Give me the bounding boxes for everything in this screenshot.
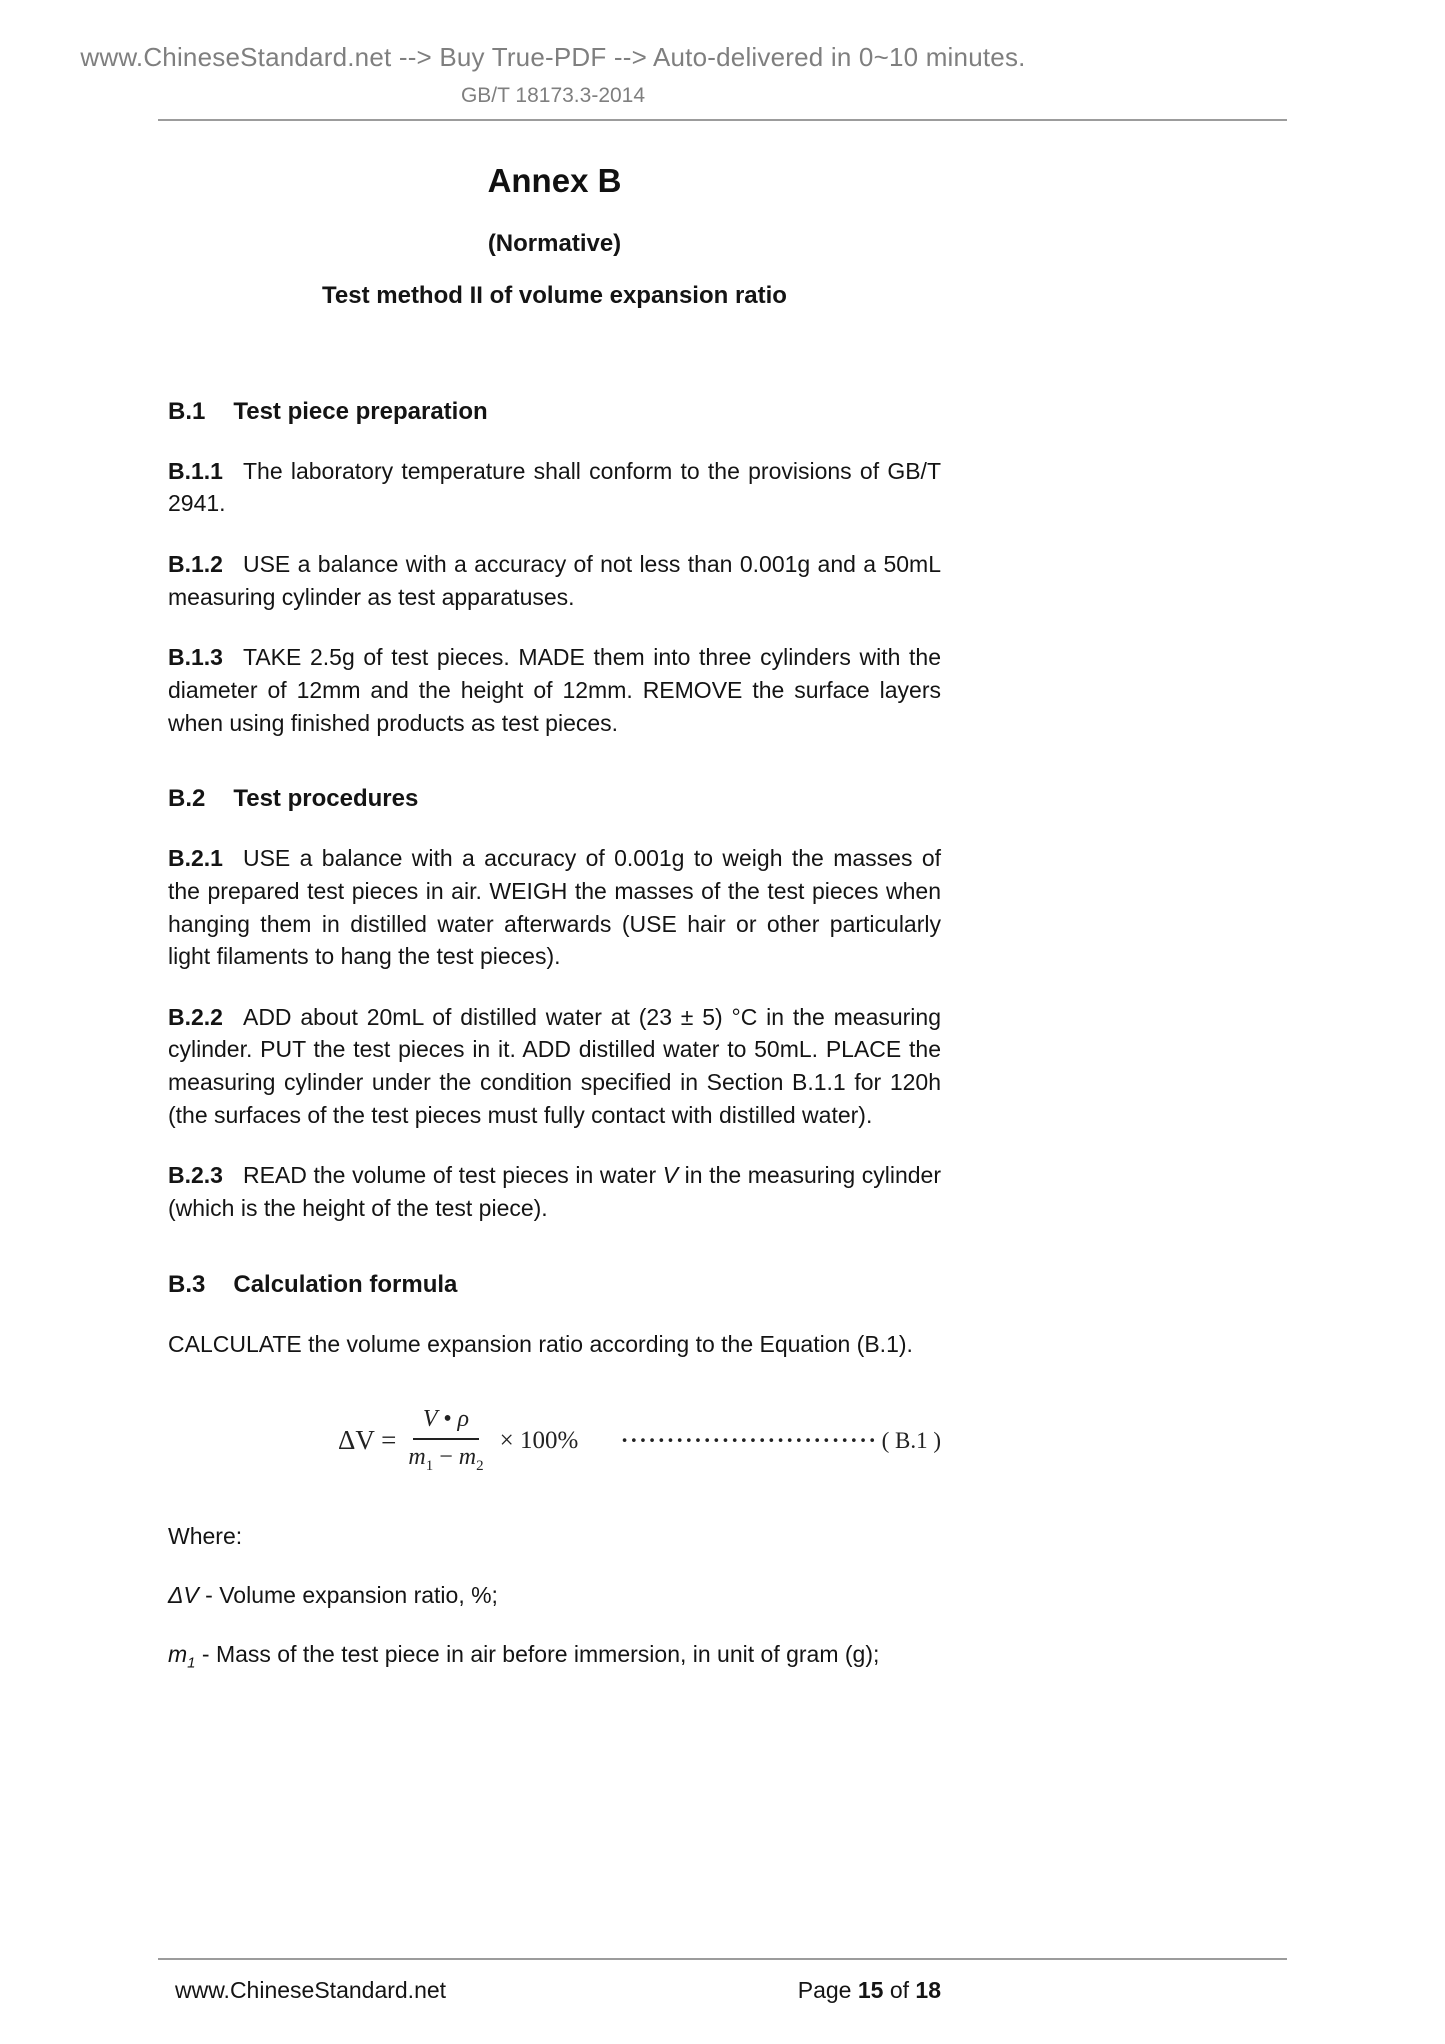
section-heading-b3 [168,1271,941,1300]
clause-text-b2-3-after: in the measuring cylinder (which is the height of the test piece). [168,1162,941,1222]
equation-fraction [408,1406,483,1475]
footer-page-of: of [889,1977,910,2003]
paragraph-b1-2 [168,548,941,613]
section-heading-b2 [168,785,941,814]
header-promo-text: www.ChineseStandard.net --> Buy True-PDF --> Auto-delivered in 0~10 minutes. [80,42,1026,72]
section-number-b2: B.2 [168,785,206,813]
where-text-delta-v: - Volume expansion ratio, %; [198,1582,498,1608]
leader-dots: ···························· [620,1427,878,1453]
equation-expression [338,1406,578,1475]
denominator-m2: m [458,1444,477,1471]
annex-normative-label: (Normative) [487,230,622,257]
footer-page-label: Page [797,1977,852,2003]
equation-lhs [338,1425,396,1456]
equation-leader [621,1428,941,1454]
denominator-m1: m [408,1444,426,1471]
paragraph-b2-1 [168,842,941,973]
where-text-m1: - Mass of the test piece in air before immersion, in unit of gram (g); [195,1641,880,1667]
denominator-sub2: 2 [476,1458,484,1474]
clause-text-b1-1: The laboratory temperature shall conform to the provisions of GB/T 2941. [168,457,941,517]
footer-page-indicator [798,1977,941,2004]
section-heading-b1 [168,398,941,427]
paragraph-b2-2 [168,1001,941,1132]
footer-page-total: 18 [915,1977,941,2003]
clause-variable-v: V [662,1162,679,1189]
where-symbol-m: m [168,1641,188,1667]
clause-number-b1-2: B.1.2 [168,551,223,578]
equation-numerator: V • ρ [413,1406,479,1440]
clause-text-b1-3: TAKE 2.5g of test pieces. MADE them into three cylinders with the diameter of 12mm and the height of 12mm. REMOVE the surface layers when using finished products as test pieces. [168,644,941,736]
where-symbol-m-sub: 1 [187,1654,196,1672]
page-header [0,42,1106,108]
section-number-b3: B.3 [168,1270,206,1298]
paragraph-calc-intro: CALCULATE the volume expansion ratio according to the Equation (B.1). [168,1330,913,1357]
document-body [168,142,941,1672]
equation-denominator [408,1440,483,1475]
footer-site-link: www.ChineseStandard.net [175,1977,447,2003]
footer-divider [158,1958,1287,1960]
clause-number-b2-3: B.2.3 [168,1162,223,1189]
clause-number-b1-1: B.1.1 [168,457,223,484]
header-doc-number: GB/T 18173.3-2014 [460,84,646,107]
denominator-sub1: 1 [425,1458,434,1474]
clause-text-b2-1: USE a balance with a accuracy of 0.001g to weigh the masses of the prepared test pieces in air. WEIGH the masses of the test pieces when hanging them in distilled water afterwards (USE hair or other particularly light filaments to hang the test pieces). [168,845,941,970]
equals-sign: = [381,1425,397,1456]
section-title-b3: Calculation formula [233,1270,458,1298]
where-symbol-delta-v: ΔV [168,1582,199,1608]
where-item-delta-v [168,1582,941,1609]
equation-b1 [168,1406,941,1475]
header-divider [158,119,1287,121]
equation-reference: ( B.1 ) [881,1427,941,1453]
paragraph-b2-3 [168,1159,941,1224]
where-item-m1 [168,1641,941,1672]
paragraph-b1-1 [168,455,941,520]
clause-number-b2-2: B.2.2 [168,1003,223,1030]
clause-text-b2-3-before: READ the volume of test pieces in water [242,1162,663,1189]
annex-title: Annex B [487,162,622,199]
clause-text-b2-2: ADD about 20mL of distilled water at (23 ± 5) °C in the measuring cylinder. PUT the test pieces in it. ADD distilled water to 50mL. PLACE the measuring cylinder under the condition specified in Section B.1.1 for 120h (the surfaces of the test pieces must fully contact with distilled water). [168,1003,941,1128]
footer-page-number: 15 [857,1977,884,2003]
section-title-b2: Test procedures [233,785,419,813]
paragraph-b1-3 [168,641,941,739]
equation-multiplier: × 100% [499,1426,579,1454]
section-title-b1: Test piece preparation [233,398,488,425]
annex-subtitle: Test method II of volume expansion ratio [322,282,787,309]
clause-text-b1-2: USE a balance with a accuracy of not less than 0.001g and a 50mL measuring cylinder as test apparatuses. [168,551,941,610]
minus-sign: − [439,1444,453,1471]
clause-number-b1-3: B.1.3 [168,644,223,671]
equation-delta-v: ΔV [338,1425,375,1456]
where-intro: Where: [168,1523,243,1549]
section-number-b1: B.1 [168,398,206,425]
clause-number-b2-1: B.2.1 [168,845,223,872]
